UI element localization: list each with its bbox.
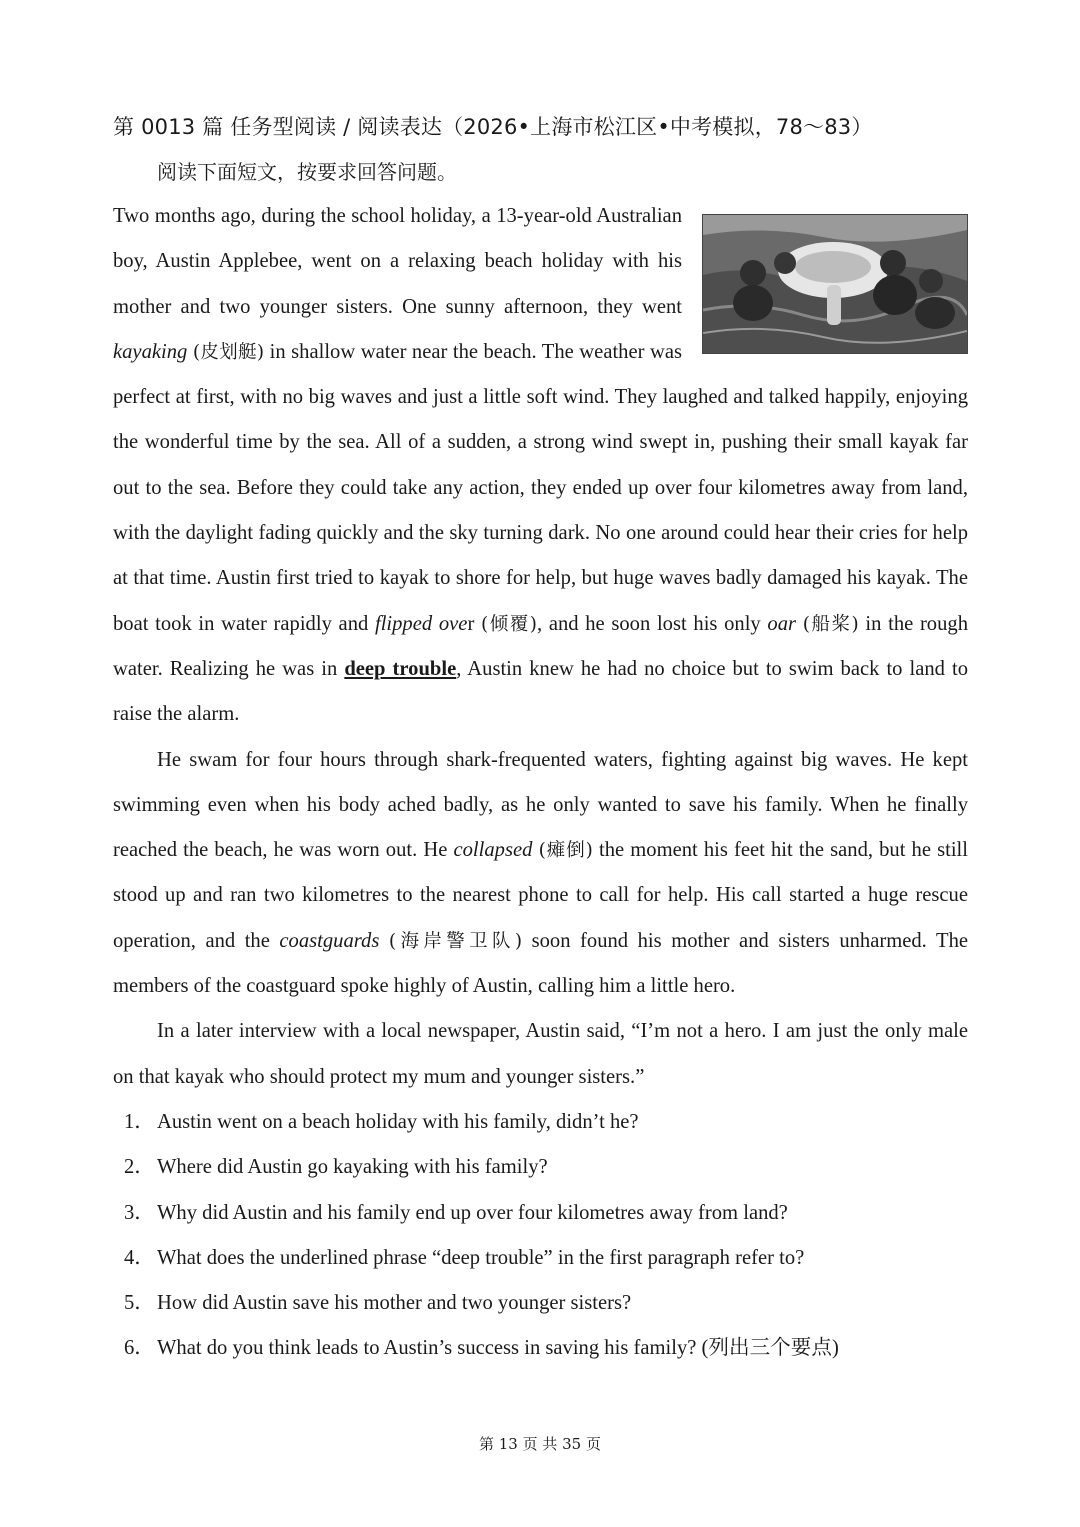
question-list (124, 1100, 974, 1372)
question-number: 4． (124, 1246, 155, 1269)
section-header: 第 0013 篇 任务型阅读 / 阅读表达（2026•上海市松江区•中考模拟，78～83） (113, 115, 873, 139)
p1-text-c: , and he soon lost his only (537, 612, 768, 635)
question-item (124, 1326, 974, 1371)
oar-term: oar (767, 612, 797, 635)
question-number: 3． (124, 1201, 155, 1224)
question-item (124, 1281, 974, 1326)
reading-passage (113, 194, 968, 1100)
question-number: 2． (124, 1156, 155, 1179)
p2-text-b: the moment his feet hit the sand, but he still stood up and ran two kilometres to the nearest phone to call for help. His call started a huge rescue operation, and the (113, 839, 969, 952)
question-text: Where did Austin go kayaking with his family? (157, 1156, 548, 1179)
kayaking-gloss: (皮划艇) (192, 341, 265, 363)
question-item (124, 1100, 974, 1145)
question-item (124, 1145, 974, 1190)
p2-text-c: soon found his mother and sisters unharmed. The members of the coastguard spoke highly of Austin, calling him a little hero. (113, 929, 969, 998)
rescue-photo (702, 214, 968, 354)
coastguards-gloss: (海岸警卫队) (388, 930, 523, 952)
question-item (124, 1236, 974, 1281)
page-number-footer: 第 13 页 共 35 页 (478, 1435, 601, 1453)
kayaking-term: kayaking (113, 340, 188, 363)
question-text: Austin went on a beach holiday with his family, didn’t he? (157, 1111, 639, 1133)
coastguards-term: coastguards (279, 929, 380, 952)
oar-gloss: (船桨) (802, 613, 859, 635)
p1-text-a: Two months ago, during the school holiday, a 13-year-old Australian boy, Austin Applebee, went on a relaxing beach holiday with his mother and two younger sisters. One sunny afternoon, they went (113, 205, 682, 318)
flipped-term-tail: r (467, 612, 475, 635)
paragraph-2 (113, 738, 968, 1010)
flipped-term: flipped ove (374, 612, 468, 635)
p1-text-d: in the rough water. Realizing he was in (113, 612, 968, 680)
p2-text-a: He swam for four hours through shark-frequented waters, fighting against big waves. He kept swimming even when his body ached badly, as he only wanted to save his family. When he finally reached the beach, he was worn out. He (113, 748, 968, 862)
question-number: 6． (124, 1337, 155, 1360)
question-text: What do you think leads to Austin’s success in saving his family? (列出三个要点) (157, 1337, 839, 1360)
collapsed-gloss: (瘫倒) (538, 840, 593, 862)
question-text: What does the underlined phrase “deep trouble” in the first paragraph refer to? (157, 1246, 805, 1269)
question-text: Why did Austin and his family end up over four kilometres away from land? (157, 1201, 788, 1224)
question-number: 1． (124, 1111, 155, 1133)
question-text: How did Austin save his mother and two younger sisters? (157, 1292, 632, 1315)
deep-trouble-phrase: deep trouble (344, 657, 457, 680)
p1-text-b: in shallow water near the beach. The weather was perfect at first, with no big waves and just a little soft wind. They laughed and talked happily, enjoying the wonderful time by the sea. All of a sudden, a strong wind swept in, pushing their small kayak far out to the sea. Before they could take any action, they ended up over four kilometres away from land, with the daylight fading quickly and the sky turning dark. No one around could hear their cries for help at that time. Austin first tried to kayak to shore for help, but huge waves badly damaged his kayak. The boat took in water rapidly and (113, 340, 968, 635)
question-number: 5． (124, 1292, 155, 1315)
p1-text-e: , Austin knew he had no choice but to swim back to land to raise the alarm. (113, 657, 969, 726)
paragraph-3: In a later interview with a local newspaper, Austin said, “I’m not a hero. I am just the only male on that kayak who should protect my mum and younger sisters.” (113, 1020, 968, 1088)
question-item (124, 1191, 974, 1236)
instruction-text: 阅读下面短文，按要求回答问题。 (157, 160, 457, 184)
collapsed-term: collapsed (453, 839, 533, 862)
flipped-gloss: (倾覆) (480, 613, 538, 635)
